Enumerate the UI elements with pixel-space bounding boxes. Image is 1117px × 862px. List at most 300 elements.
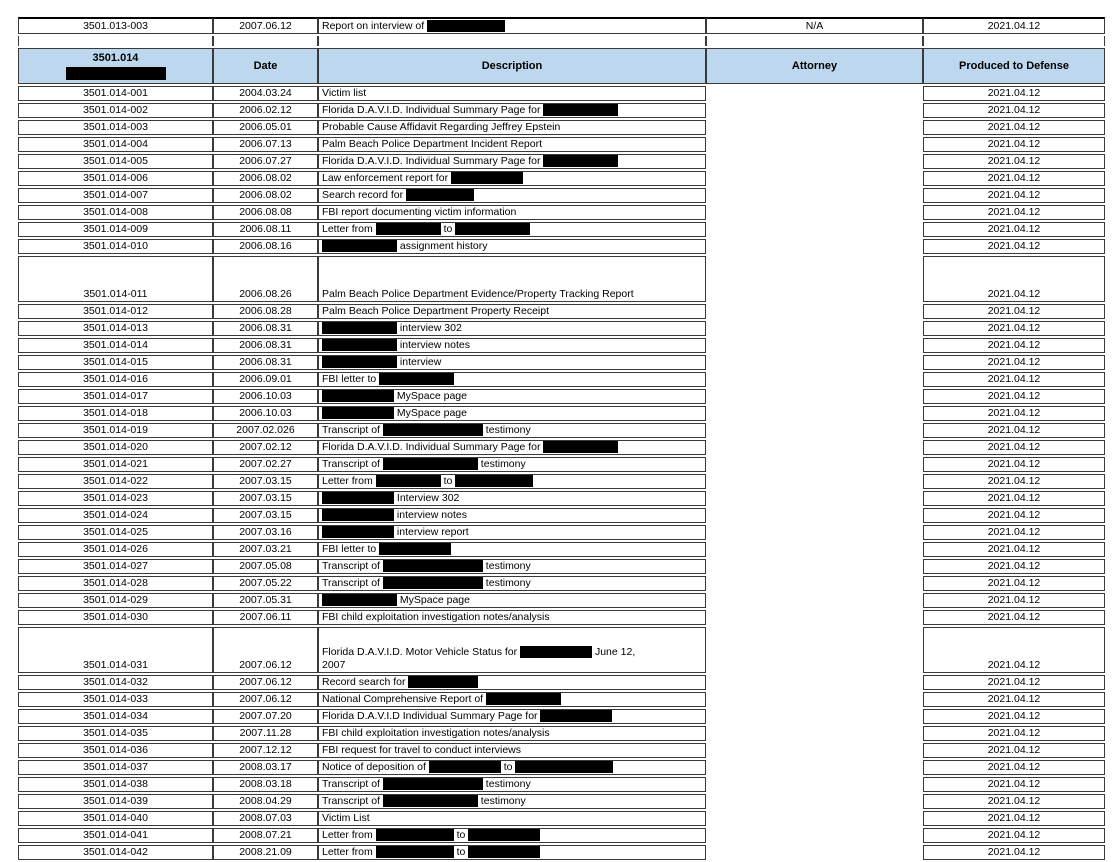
redaction-box bbox=[322, 594, 397, 606]
redaction-box bbox=[383, 795, 478, 807]
row-description-cell bbox=[318, 845, 706, 860]
row-produced-cell: 2021.04.12 bbox=[923, 86, 1105, 101]
row-attorney-cell bbox=[706, 423, 923, 438]
row-date-cell: 2006.08.16 bbox=[213, 239, 318, 254]
row-produced-cell: 2021.04.12 bbox=[923, 743, 1105, 758]
row-date-cell: 2007.11.28 bbox=[213, 726, 318, 741]
description-text: interview report bbox=[394, 526, 469, 538]
redaction-box bbox=[379, 543, 451, 555]
row-description-cell bbox=[318, 777, 706, 792]
redaction-box bbox=[383, 458, 478, 470]
section-header-redaction-box bbox=[66, 67, 166, 80]
description-text: Report on interview of bbox=[322, 19, 428, 32]
row-description-cell bbox=[318, 542, 706, 557]
row-attorney-cell bbox=[706, 508, 923, 523]
table-row bbox=[18, 777, 1105, 792]
row-date-cell: 2007.05.31 bbox=[213, 593, 318, 608]
table-row bbox=[18, 239, 1105, 254]
row-description-cell bbox=[318, 440, 706, 455]
table-row bbox=[18, 256, 1105, 302]
row-date-cell: 2007.07.20 bbox=[213, 709, 318, 724]
table-row bbox=[18, 794, 1105, 809]
row-produced-cell: 2021.04.12 bbox=[923, 423, 1105, 438]
redaction-box bbox=[379, 373, 454, 385]
description-text: interview notes bbox=[397, 339, 470, 351]
row-description-cell bbox=[318, 372, 706, 387]
row-id-cell: 3501.014-001 bbox=[18, 86, 213, 101]
prior-row-attorney-cell: N/A bbox=[706, 17, 923, 34]
row-date-cell: 2007.03.15 bbox=[213, 491, 318, 506]
row-id-cell: 3501.014-024 bbox=[18, 508, 213, 523]
row-date-cell: 2006.08.26 bbox=[213, 256, 318, 302]
row-description-cell bbox=[318, 593, 706, 608]
row-attorney-cell bbox=[706, 171, 923, 186]
row-produced-cell: 2021.04.12 bbox=[923, 406, 1105, 421]
table-row bbox=[18, 154, 1105, 169]
row-id-cell: 3501.014-017 bbox=[18, 389, 213, 404]
description-text: MySpace page bbox=[394, 390, 467, 402]
table-row bbox=[18, 355, 1105, 370]
table-row bbox=[18, 692, 1105, 707]
row-description-cell bbox=[318, 828, 706, 843]
row-description-cell bbox=[318, 474, 706, 489]
row-id-cell: 3501.014-011 bbox=[18, 256, 213, 302]
table-row bbox=[18, 171, 1105, 186]
row-description-cell bbox=[318, 205, 706, 220]
description-text: Victim list bbox=[322, 87, 367, 99]
row-produced-cell: 2021.04.12 bbox=[923, 610, 1105, 625]
row-produced-cell: 2021.04.12 bbox=[923, 205, 1105, 220]
row-attorney-cell bbox=[706, 593, 923, 608]
row-id-cell: 3501.014-010 bbox=[18, 239, 213, 254]
row-attorney-cell bbox=[706, 389, 923, 404]
row-date-cell: 2007.03.21 bbox=[213, 542, 318, 557]
row-id-cell: 3501.014-036 bbox=[18, 743, 213, 758]
description-column-header: Description bbox=[318, 48, 706, 84]
produced-column-header: Produced to Defense bbox=[923, 48, 1105, 84]
redaction-box bbox=[383, 560, 483, 572]
row-attorney-cell bbox=[706, 627, 923, 673]
row-date-cell: 2006.08.28 bbox=[213, 304, 318, 319]
row-produced-cell: 2021.04.12 bbox=[923, 222, 1105, 237]
row-attorney-cell bbox=[706, 239, 923, 254]
row-description-cell bbox=[318, 709, 706, 724]
row-date-cell: 2007.05.08 bbox=[213, 559, 318, 574]
table-row bbox=[18, 304, 1105, 319]
row-date-cell: 2008.03.17 bbox=[213, 760, 318, 775]
row-date-cell: 2007.06.12 bbox=[213, 692, 318, 707]
description-text: to bbox=[453, 846, 469, 858]
row-attorney-cell bbox=[706, 542, 923, 557]
row-produced-cell: 2021.04.12 bbox=[923, 777, 1105, 792]
row-attorney-cell bbox=[706, 474, 923, 489]
table-row bbox=[18, 457, 1105, 472]
row-attorney-cell bbox=[706, 709, 923, 724]
table-row bbox=[18, 726, 1105, 741]
table-body bbox=[18, 86, 1105, 860]
row-produced-cell: 2021.04.12 bbox=[923, 828, 1105, 843]
description-text: testimony bbox=[477, 795, 526, 807]
description-text: interview notes bbox=[394, 509, 467, 521]
spacer-cell bbox=[923, 36, 1105, 46]
row-attorney-cell bbox=[706, 828, 923, 843]
description-text: Transcript of bbox=[322, 424, 383, 436]
row-date-cell: 2008.04.29 bbox=[213, 794, 318, 809]
description-text: testimony bbox=[482, 577, 531, 589]
redaction-box bbox=[322, 390, 394, 402]
row-attorney-cell bbox=[706, 726, 923, 741]
table-row bbox=[18, 338, 1105, 353]
row-date-cell: 2007.05.22 bbox=[213, 576, 318, 591]
redaction-box bbox=[455, 223, 530, 235]
row-description-cell bbox=[318, 726, 706, 741]
description-text: Notice of deposition of bbox=[322, 761, 429, 773]
row-date-cell: 2007.06.11 bbox=[213, 610, 318, 625]
row-description-cell bbox=[318, 559, 706, 574]
row-id-cell: 3501.014-025 bbox=[18, 525, 213, 540]
description-text: FBI letter to bbox=[322, 373, 380, 385]
spacer-row bbox=[18, 36, 1105, 46]
row-attorney-cell bbox=[706, 559, 923, 574]
table-row bbox=[18, 86, 1105, 101]
row-id-cell: 3501.014-016 bbox=[18, 372, 213, 387]
row-produced-cell: 2021.04.12 bbox=[923, 239, 1105, 254]
table-row bbox=[18, 828, 1105, 843]
redaction-box bbox=[322, 339, 397, 351]
row-date-cell: 2006.08.31 bbox=[213, 355, 318, 370]
description-text: testimony bbox=[482, 560, 531, 572]
row-description-cell bbox=[318, 760, 706, 775]
row-date-cell: 2006.05.01 bbox=[213, 120, 318, 135]
row-id-cell: 3501.014-041 bbox=[18, 828, 213, 843]
attorney-column-header: Attorney bbox=[706, 48, 923, 84]
row-id-cell: 3501.014-037 bbox=[18, 760, 213, 775]
redaction-box bbox=[427, 20, 505, 32]
row-date-cell: 2006.08.08 bbox=[213, 205, 318, 220]
description-text: to bbox=[440, 223, 456, 235]
row-produced-cell: 2021.04.12 bbox=[923, 559, 1105, 574]
description-text: Probable Cause Affidavit Regarding Jeffrey Epstein bbox=[322, 121, 561, 133]
row-id-cell: 3501.014-034 bbox=[18, 709, 213, 724]
row-description-cell bbox=[318, 627, 706, 673]
row-produced-cell: 2021.04.12 bbox=[923, 440, 1105, 455]
row-produced-cell: 2021.04.12 bbox=[923, 675, 1105, 690]
row-date-cell: 2006.08.31 bbox=[213, 338, 318, 353]
redaction-box bbox=[383, 424, 483, 436]
prior-row-description-cell bbox=[318, 17, 706, 34]
row-id-cell: 3501.014-008 bbox=[18, 205, 213, 220]
row-date-cell: 2008.03.18 bbox=[213, 777, 318, 792]
description-text: MySpace page bbox=[397, 594, 470, 606]
row-produced-cell: 2021.04.12 bbox=[923, 508, 1105, 523]
table-row bbox=[18, 372, 1105, 387]
row-description-cell bbox=[318, 321, 706, 336]
row-id-cell: 3501.014-004 bbox=[18, 137, 213, 152]
row-description-cell bbox=[318, 355, 706, 370]
description-text: interview bbox=[397, 356, 442, 368]
row-produced-cell: 2021.04.12 bbox=[923, 154, 1105, 169]
table-row bbox=[18, 525, 1105, 540]
redaction-box bbox=[520, 646, 592, 658]
row-id-cell: 3501.014-020 bbox=[18, 440, 213, 455]
row-produced-cell: 2021.04.12 bbox=[923, 525, 1105, 540]
row-description-cell bbox=[318, 154, 706, 169]
row-description-cell bbox=[318, 120, 706, 135]
row-description-cell bbox=[318, 389, 706, 404]
description-text: testimony bbox=[482, 424, 531, 436]
table-row bbox=[18, 593, 1105, 608]
row-id-cell: 3501.014-030 bbox=[18, 610, 213, 625]
description-text: FBI report documenting victim information bbox=[322, 206, 517, 218]
description-text: Transcript of bbox=[322, 778, 383, 790]
row-id-cell: 3501.014-019 bbox=[18, 423, 213, 438]
row-id-cell: 3501.014-007 bbox=[18, 188, 213, 203]
row-date-cell: 2006.09.01 bbox=[213, 372, 318, 387]
redaction-box bbox=[540, 710, 612, 722]
row-produced-cell: 2021.04.12 bbox=[923, 542, 1105, 557]
description-text: to bbox=[453, 829, 469, 841]
description-text: FBI child exploitation investigation notes/analysis bbox=[322, 611, 550, 623]
row-attorney-cell bbox=[706, 86, 923, 101]
row-id-cell: 3501.014-026 bbox=[18, 542, 213, 557]
redaction-box bbox=[406, 189, 474, 201]
row-attorney-cell bbox=[706, 406, 923, 421]
description-text: FBI child exploitation investigation notes/analysis bbox=[322, 727, 550, 739]
row-date-cell: 2006.10.03 bbox=[213, 389, 318, 404]
row-description-cell bbox=[318, 338, 706, 353]
row-date-cell: 2006.10.03 bbox=[213, 406, 318, 421]
description-text: Letter from bbox=[322, 223, 376, 235]
row-description-cell bbox=[318, 794, 706, 809]
description-text: 2007 bbox=[322, 659, 346, 671]
row-produced-cell: 2021.04.12 bbox=[923, 457, 1105, 472]
row-produced-cell: 2021.04.12 bbox=[923, 794, 1105, 809]
row-attorney-cell bbox=[706, 794, 923, 809]
row-attorney-cell bbox=[706, 743, 923, 758]
row-description-cell bbox=[318, 491, 706, 506]
table-row bbox=[18, 845, 1105, 860]
row-produced-cell: 2021.04.12 bbox=[923, 355, 1105, 370]
description-text: Transcript of bbox=[322, 458, 383, 470]
row-id-cell: 3501.014-015 bbox=[18, 355, 213, 370]
table-row bbox=[18, 188, 1105, 203]
row-date-cell: 2008.07.21 bbox=[213, 828, 318, 843]
row-produced-cell: 2021.04.12 bbox=[923, 576, 1105, 591]
spacer-cell bbox=[213, 36, 318, 46]
table-row bbox=[18, 709, 1105, 724]
table-row bbox=[18, 811, 1105, 826]
row-description-cell bbox=[318, 103, 706, 118]
row-attorney-cell bbox=[706, 491, 923, 506]
row-id-cell: 3501.014-006 bbox=[18, 171, 213, 186]
row-id-cell: 3501.014-040 bbox=[18, 811, 213, 826]
description-text: testimony bbox=[482, 778, 531, 790]
table-row bbox=[18, 321, 1105, 336]
redaction-box bbox=[322, 356, 397, 368]
row-date-cell: 2007.06.12 bbox=[213, 627, 318, 673]
row-produced-cell: 2021.04.12 bbox=[923, 120, 1105, 135]
table-row bbox=[18, 576, 1105, 591]
table-row bbox=[18, 423, 1105, 438]
row-description-cell bbox=[318, 525, 706, 540]
description-text: Florida D.A.V.I.D. Individual Summary Page for bbox=[322, 155, 544, 167]
row-attorney-cell bbox=[706, 256, 923, 302]
row-description-cell bbox=[318, 457, 706, 472]
row-produced-cell: 2021.04.12 bbox=[923, 491, 1105, 506]
row-produced-cell: 2021.04.12 bbox=[923, 372, 1105, 387]
row-date-cell: 2008.07.03 bbox=[213, 811, 318, 826]
row-produced-cell: 2021.04.12 bbox=[923, 811, 1105, 826]
description-text: FBI letter to bbox=[322, 543, 380, 555]
row-description-cell bbox=[318, 171, 706, 186]
redaction-box bbox=[468, 846, 540, 858]
table-row bbox=[18, 474, 1105, 489]
row-id-cell: 3501.014-031 bbox=[18, 627, 213, 673]
table-row bbox=[18, 542, 1105, 557]
row-attorney-cell bbox=[706, 355, 923, 370]
row-produced-cell: 2021.04.12 bbox=[923, 304, 1105, 319]
redaction-box bbox=[383, 577, 483, 589]
redaction-box bbox=[322, 526, 394, 538]
table-top-section bbox=[18, 17, 1105, 84]
row-attorney-cell bbox=[706, 372, 923, 387]
row-date-cell: 2004.03.24 bbox=[213, 86, 318, 101]
redaction-box bbox=[376, 475, 441, 487]
redaction-box bbox=[515, 761, 613, 773]
row-attorney-cell bbox=[706, 103, 923, 118]
row-produced-cell: 2021.04.12 bbox=[923, 338, 1105, 353]
row-attorney-cell bbox=[706, 811, 923, 826]
description-text: Victim List bbox=[322, 812, 370, 824]
redaction-box bbox=[543, 104, 618, 116]
redaction-box bbox=[383, 778, 483, 790]
redaction-box bbox=[429, 761, 501, 773]
table-row bbox=[18, 440, 1105, 455]
prior-section-row bbox=[18, 17, 1105, 34]
description-text: Palm Beach Police Department Property Receipt bbox=[322, 305, 550, 317]
row-id-cell: 3501.014-009 bbox=[18, 222, 213, 237]
row-description-cell bbox=[318, 692, 706, 707]
row-description-cell bbox=[318, 239, 706, 254]
spacer-cell bbox=[318, 36, 706, 46]
row-attorney-cell bbox=[706, 760, 923, 775]
description-text: Record search for bbox=[322, 676, 409, 688]
description-text: to bbox=[440, 475, 456, 487]
row-attorney-cell bbox=[706, 576, 923, 591]
redaction-box bbox=[468, 829, 540, 841]
row-id-cell: 3501.014-022 bbox=[18, 474, 213, 489]
table-row bbox=[18, 137, 1105, 152]
row-attorney-cell bbox=[706, 845, 923, 860]
redaction-box bbox=[322, 509, 394, 521]
description-text: testimony bbox=[477, 458, 526, 470]
row-attorney-cell bbox=[706, 205, 923, 220]
row-attorney-cell bbox=[706, 304, 923, 319]
row-produced-cell: 2021.04.12 bbox=[923, 171, 1105, 186]
row-id-cell: 3501.014-033 bbox=[18, 692, 213, 707]
description-text: Florida D.A.V.I.D Individual Summary Page for bbox=[322, 710, 541, 722]
date-column-header: Date bbox=[213, 48, 318, 84]
row-date-cell: 2006.08.02 bbox=[213, 171, 318, 186]
row-produced-cell: 2021.04.12 bbox=[923, 389, 1105, 404]
table-row bbox=[18, 406, 1105, 421]
row-date-cell: 2007.06.12 bbox=[213, 675, 318, 690]
row-id-cell: 3501.014-042 bbox=[18, 845, 213, 860]
table-row bbox=[18, 743, 1105, 758]
row-date-cell: 2007.12.12 bbox=[213, 743, 318, 758]
row-id-cell: 3501.014-035 bbox=[18, 726, 213, 741]
row-date-cell: 2007.02.12 bbox=[213, 440, 318, 455]
section-id-label: 3501.014 bbox=[92, 52, 139, 64]
row-date-cell: 2006.07.27 bbox=[213, 154, 318, 169]
row-date-cell: 2007.02.27 bbox=[213, 457, 318, 472]
row-date-cell: 2007.03.15 bbox=[213, 474, 318, 489]
row-attorney-cell bbox=[706, 188, 923, 203]
row-date-cell: 2006.08.31 bbox=[213, 321, 318, 336]
row-id-cell: 3501.014-018 bbox=[18, 406, 213, 421]
row-description-cell bbox=[318, 508, 706, 523]
table-row bbox=[18, 120, 1105, 135]
redaction-box bbox=[376, 223, 441, 235]
redaction-box bbox=[408, 676, 478, 688]
table-row bbox=[18, 508, 1105, 523]
production-log-table bbox=[18, 15, 1105, 862]
description-text: Law enforcement report for bbox=[322, 172, 451, 184]
row-attorney-cell bbox=[706, 457, 923, 472]
prior-row-id-cell: 3501.013-003 bbox=[18, 17, 213, 34]
description-text: National Comprehensive Report of bbox=[322, 693, 487, 705]
description-text: Florida D.A.V.I.D. Individual Summary Page for bbox=[322, 441, 544, 453]
redaction-box bbox=[486, 693, 561, 705]
row-produced-cell: 2021.04.12 bbox=[923, 103, 1105, 118]
redaction-box bbox=[543, 155, 618, 167]
description-text: interview 302 bbox=[397, 322, 462, 334]
row-attorney-cell bbox=[706, 338, 923, 353]
row-description-cell bbox=[318, 610, 706, 625]
description-text: Transcript of bbox=[322, 795, 383, 807]
description-text: Search record for bbox=[322, 189, 407, 201]
row-description-cell bbox=[318, 576, 706, 591]
row-produced-cell: 2021.04.12 bbox=[923, 726, 1105, 741]
description-text: Letter from bbox=[322, 829, 376, 841]
row-attorney-cell bbox=[706, 692, 923, 707]
table-row bbox=[18, 627, 1105, 673]
description-text: Letter from bbox=[322, 475, 376, 487]
row-attorney-cell bbox=[706, 120, 923, 135]
row-produced-cell: 2021.04.12 bbox=[923, 709, 1105, 724]
row-attorney-cell bbox=[706, 675, 923, 690]
row-id-cell: 3501.014-032 bbox=[18, 675, 213, 690]
row-produced-cell: 2021.04.12 bbox=[923, 627, 1105, 673]
description-text: June 12, bbox=[592, 646, 636, 658]
row-description-cell bbox=[318, 137, 706, 152]
row-description-cell bbox=[318, 86, 706, 101]
row-attorney-cell bbox=[706, 440, 923, 455]
row-produced-cell: 2021.04.12 bbox=[923, 692, 1105, 707]
row-description-cell bbox=[318, 304, 706, 319]
row-description-cell bbox=[318, 222, 706, 237]
row-id-cell: 3501.014-014 bbox=[18, 338, 213, 353]
row-attorney-cell bbox=[706, 525, 923, 540]
row-attorney-cell bbox=[706, 321, 923, 336]
redaction-box bbox=[376, 829, 454, 841]
row-description-cell bbox=[318, 811, 706, 826]
description-text: Florida D.A.V.I.D. Individual Summary Page for bbox=[322, 104, 544, 116]
description-text: Florida D.A.V.I.D. Motor Vehicle Status for bbox=[322, 646, 521, 658]
table-row bbox=[18, 559, 1105, 574]
section-header-row bbox=[18, 48, 1105, 84]
row-produced-cell: 2021.04.12 bbox=[923, 845, 1105, 860]
